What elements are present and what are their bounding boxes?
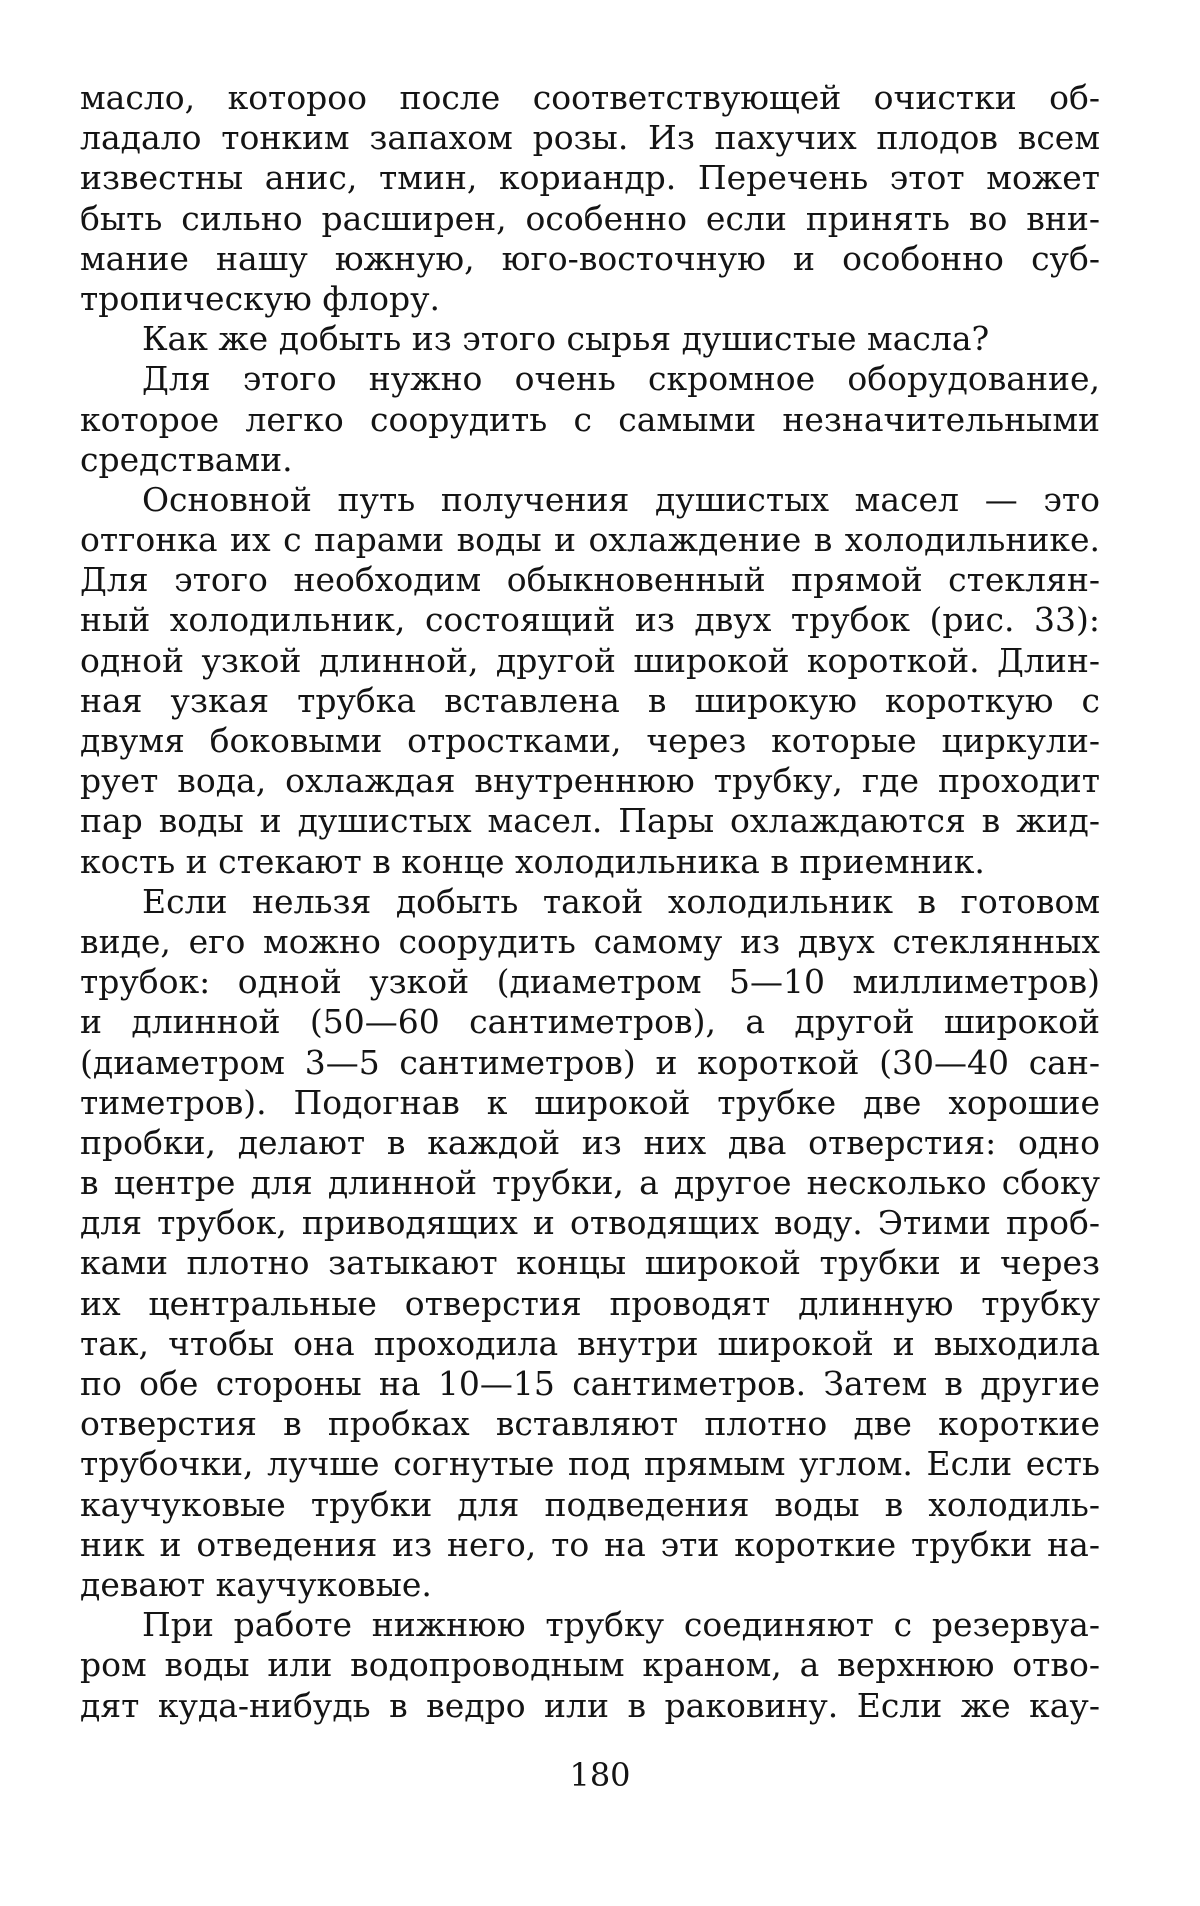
text-line: известны анис, тмин, кориандр. Перечень этот может [80,158,1100,198]
text-line: отверстия в пробках вставляют плотно две короткие [80,1404,1100,1444]
text-line: рует вода, охлаждая внутреннюю трубку, где проходит [80,761,1100,801]
paragraph [80,319,1100,359]
paragraph [80,480,1100,882]
body-text [80,78,1100,1726]
text-line: виде, его можно соорудить самому из двух стеклянных [80,921,1100,961]
text-line: трубочки, лучше согнутые под прямым углом. Если есть [80,1444,1100,1484]
text-line: каучуковые трубки для подведения воды в холодиль- [80,1484,1100,1524]
text-line: так, чтобы она проходила внутри широкой и выходила [80,1323,1100,1363]
text-line: пробки, делают в каждой из них два отверстия: одно [80,1122,1100,1162]
text-line: быть сильно расширен, особенно если принять во вни- [80,198,1100,238]
text-line: кость и стекают в конце холодильника в приемник. [80,841,985,881]
text-line: мание нашу южную, юго-восточную и особонно суб- [80,238,1100,278]
text-line: ная узкая трубка вставлена в широкую короткую с [80,680,1100,720]
text-line: отгонка их с парами воды и охлаждение в холодильнике. [80,520,1100,560]
text-line: средствами. [80,439,293,479]
text-line: ник и отведения из него, то на эти короткие трубки на- [80,1524,1100,1564]
text-line: девают каучуковые. [80,1564,432,1604]
text-line: их центральные отверстия проводят длинную трубку [80,1283,1100,1323]
text-line: которое легко соорудить с самыми незначительными [80,399,1100,439]
text-line: одной узкой длинной, другой широкой короткой. Длин- [80,640,1100,680]
text-line: в центре для длинной трубки, а другое несколько сбоку [80,1163,1100,1203]
text-line: ладало тонким запахом розы. Из пахучих плодов всем [80,118,1100,158]
text-line: ный холодильник, состоящий из двух трубок (рис. 33): [80,600,1100,640]
text-line: Для этого нужно очень скромное оборудование, [142,359,1100,399]
text-line: по обе стороны на 10—15 сантиметров. Затем в другие [80,1364,1100,1403]
paragraph [80,882,1100,1605]
text-line: При работе нижнюю трубку соединяют с резервуа- [142,1605,1100,1645]
paragraph [80,78,1100,319]
paragraph [80,1605,1100,1726]
text-line: Как же добыть из этого сырья душистые масла? [142,319,990,359]
text-line: (диаметром 3—5 сантиметров) и короткой (30—40 сан- [80,1042,1100,1082]
text-line: тиметров). Подогнав к широкой трубке две хорошие [80,1082,1100,1122]
text-line: Если нельзя добыть такой холодильник в готовом [142,881,1100,921]
paragraph [80,359,1100,480]
page-number: 180 [569,1756,631,1794]
text-line: двумя боковыми отростками, через которые циркули- [80,721,1100,760]
text-line: ром воды или водопроводным краном, а верхнюю отво- [80,1645,1100,1685]
text-line: тропическую флору. [80,278,441,318]
text-line: и длинной (50—60 сантиметров), а другой широкой [80,1002,1100,1042]
text-line: пар воды и душистых масел. Пары охлаждаются в жид- [80,801,1100,841]
text-line: Основной путь получения душистых масел — это [142,479,1100,519]
text-line: трубок: одной узкой (диаметром 5—10 миллиметров) [80,962,1100,1002]
text-line: масло, котороо после соответствующей очистки об- [80,78,1100,117]
text-line: Для этого необходим обыкновенный прямой стеклян- [80,560,1100,600]
text-line: дят куда-нибудь в ведро или в раковину. Если же кау- [80,1685,1100,1725]
text-line: ками плотно затыкают концы широкой трубки и через [80,1243,1100,1283]
text-line: для трубок, приводящих и отводящих воду. Этими проб- [80,1203,1100,1243]
